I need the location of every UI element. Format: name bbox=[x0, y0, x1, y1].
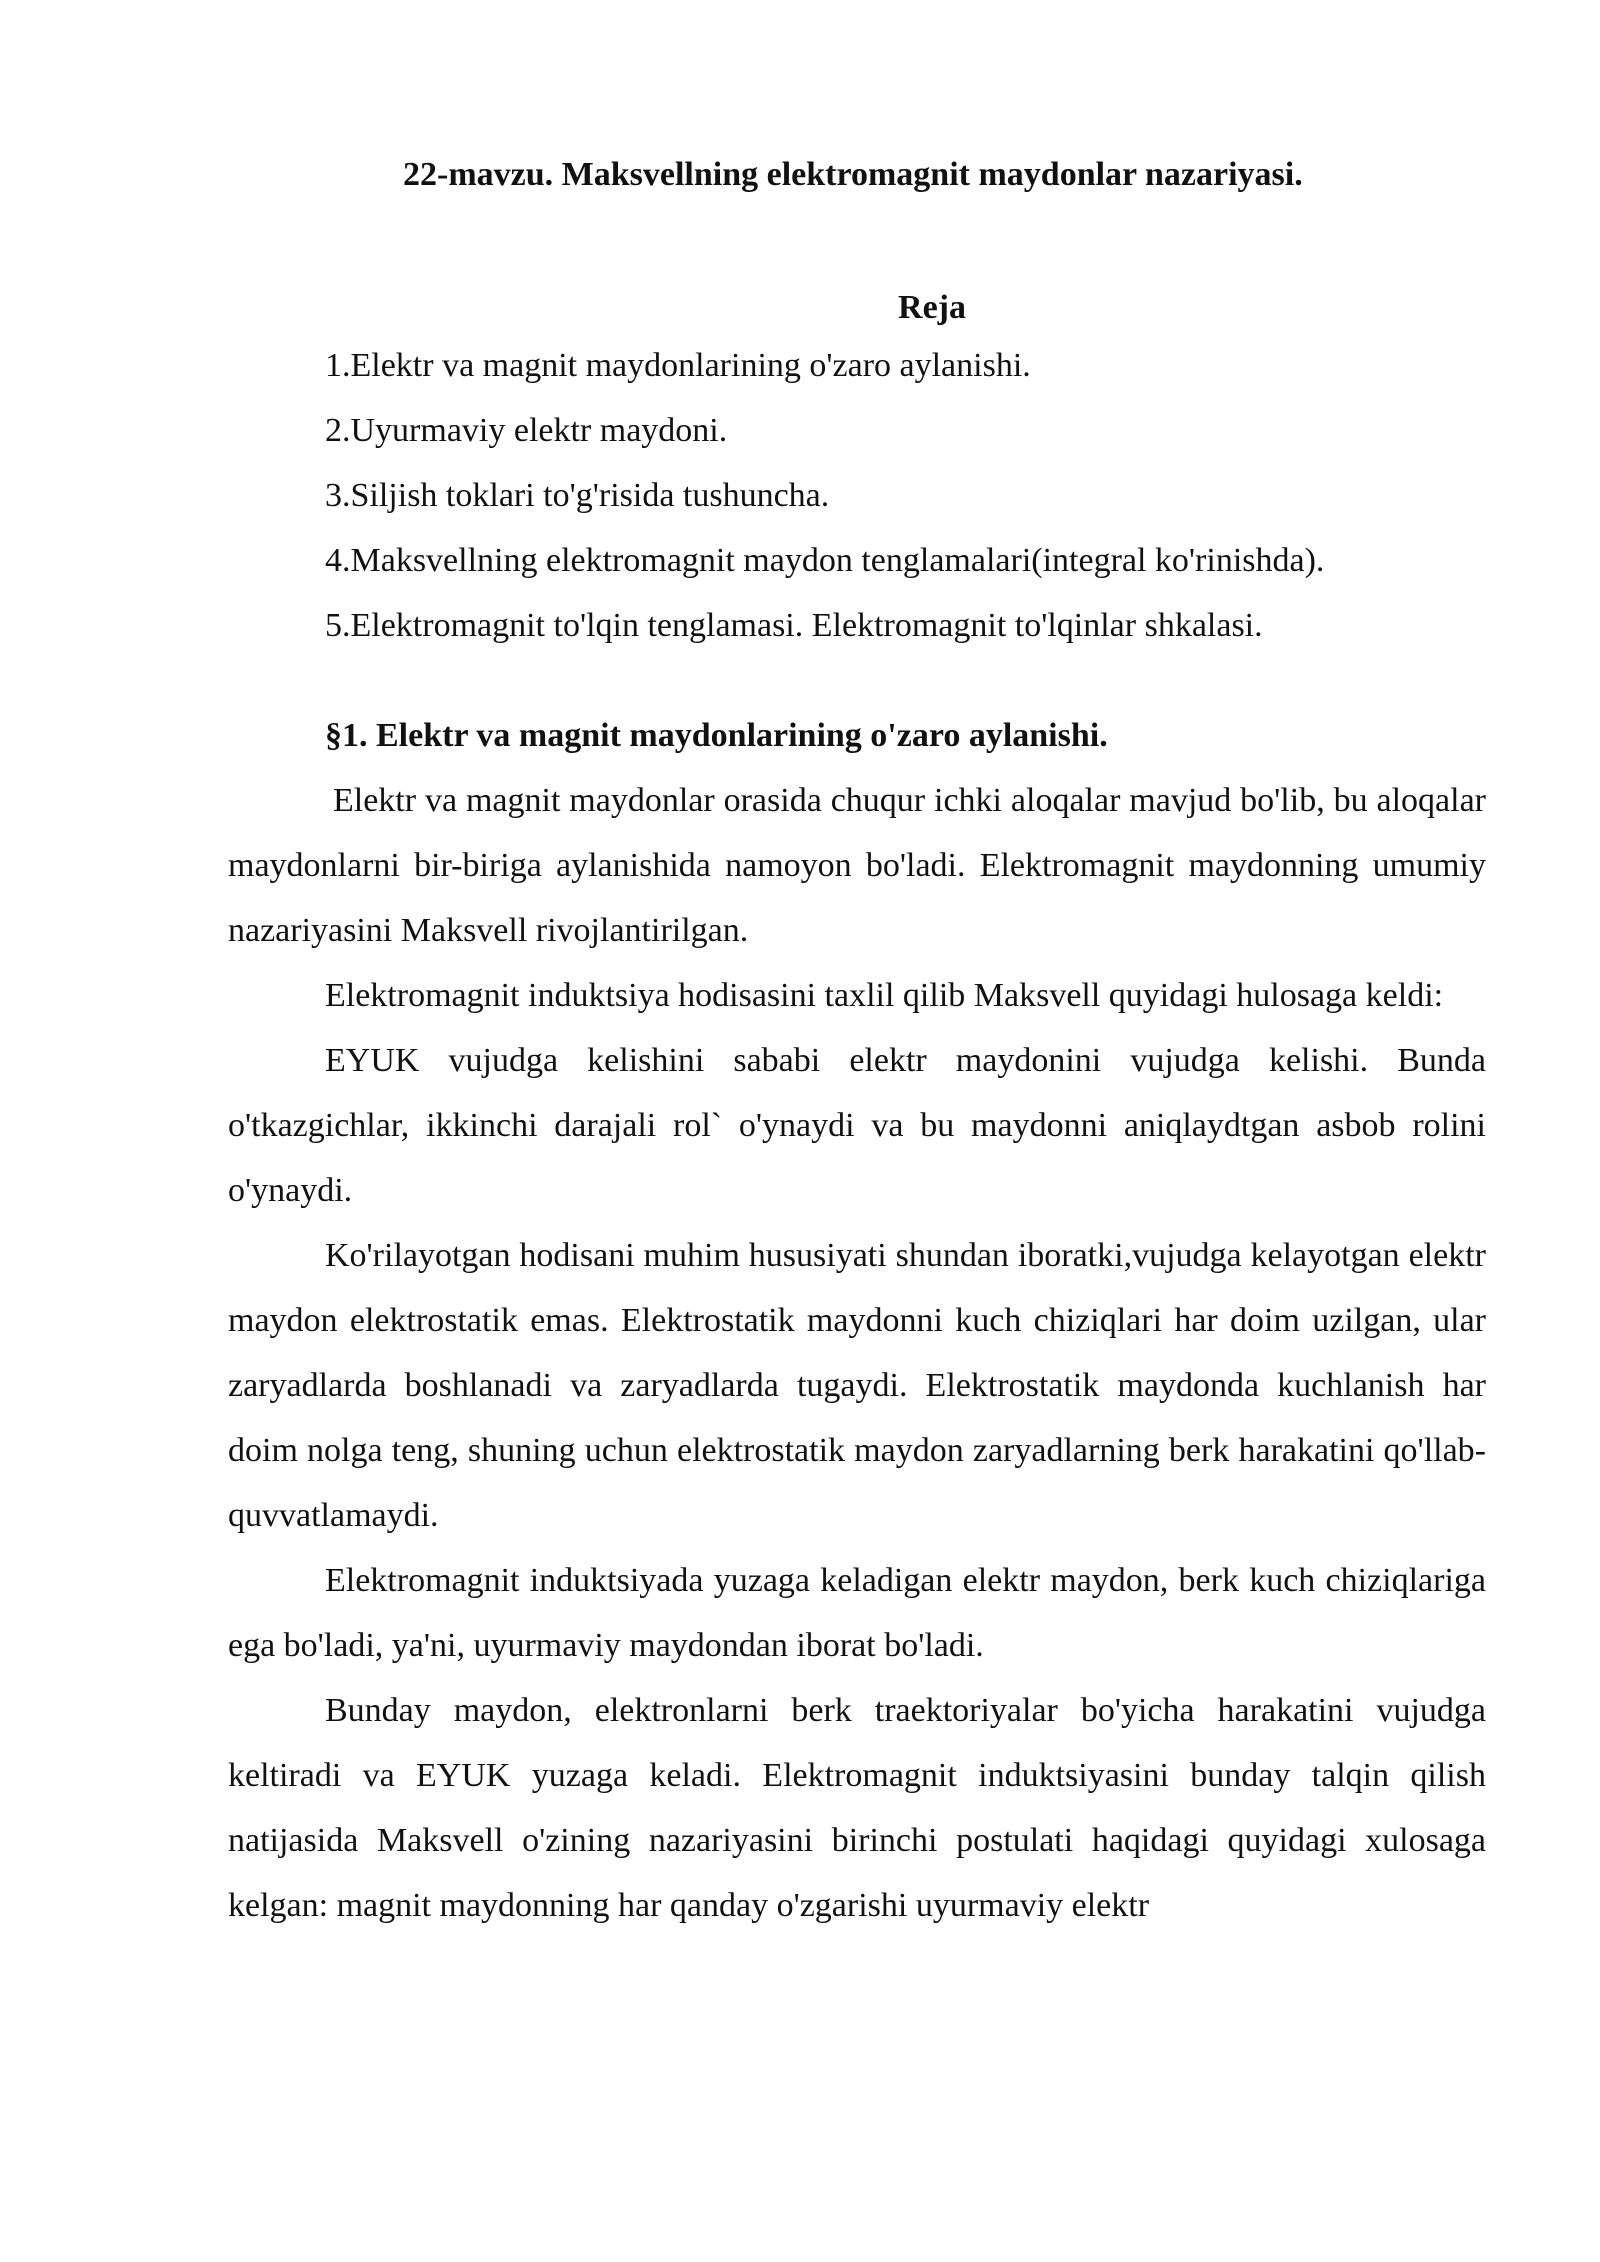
plan-list bbox=[228, 333, 1486, 658]
section-heading: §1. Elektr va magnit maydonlarining o'zaro aylanishi. bbox=[325, 717, 1108, 754]
document-content bbox=[228, 150, 1486, 1938]
body-paragraph: EYUK vujudga kelishini sababi elektr maydonini vujudga kelishi. Bunda o'tkazgichlar, ikkinchi darajali rol` o'ynaydi va bu maydonni aniqlaydtgan asbob rolini o'ynaydi. bbox=[228, 1042, 1486, 1209]
body-paragraph: Ko'rilayotgan hodisani muhim hususiyati shundan iboratki,vujudga kelayotgan elektr maydon elektrostatik emas. Elektrostatik maydonni kuch chiziqlari har doim uzilgan, ular zaryadlarda boshlanadi va zaryadlarda tugaydi. Elektrostatik maydonda kuchlanish har doim nolga teng, shuning uchun elektrostatik maydon zaryadlarning berk harakatini qo'llab-quvvatlamaydi. bbox=[228, 1237, 1486, 1534]
plan-item: 1.Elektr va magnit maydonlarining o'zaro aylanishi. bbox=[325, 347, 1031, 384]
body-paragraph: Bunday maydon, elektronlarni berk traektoriyalar bo'yicha harakatini vujudga keltiradi va EYUK yuzaga keladi. Elektromagnit induktsiyasini bunday talqin qilish natijasida Maksvell o'zining nazariyasini birinchi postulati haqidagi quyidagi xulosaga kelgan: magnit maydonning har qanday o'zgarishi uyurmaviy elektr bbox=[228, 1692, 1486, 1924]
plan-heading: Reja bbox=[898, 289, 966, 326]
plan-item: 2.Uyurmaviy elektr maydoni. bbox=[325, 412, 728, 449]
body-paragraph: Elektromagnit induktsiya hodisasini taxlil qilib Maksvell quyidagi hulosaga keldi: bbox=[325, 977, 1444, 1014]
document-title: 22-mavzu. Maksvellning elektromagnit maydonlar nazariyasi. bbox=[403, 156, 1303, 193]
plan-item: 3.Siljish toklari to'g'risida tushuncha. bbox=[325, 477, 830, 514]
body-paragraph: Elektromagnit induktsiyada yuzaga keladigan elektr maydon, berk kuch chiziqlariga ega bo'ladi, ya'ni, uyurmaviy maydondan iborat bo'ladi. bbox=[228, 1562, 1486, 1664]
body-paragraph: Elektr va magnit maydonlar orasida chuqur ichki aloqalar mavjud bo'lib, bu aloqalar maydonlarni bir-biriga aylanishida namoyon bo'ladi. Elektromagnit maydonning umumiy nazariyasini Maksvell rivojlantirilgan. bbox=[228, 782, 1486, 949]
plan-item: 4.Maksvellning elektromagnit maydon tenglamalari(integral ko'rinishda). bbox=[325, 542, 1325, 579]
plan-item: 5.Elektromagnit to'lqin tenglamasi. Elektromagnit to'lqinlar shkalasi. bbox=[325, 607, 1263, 644]
